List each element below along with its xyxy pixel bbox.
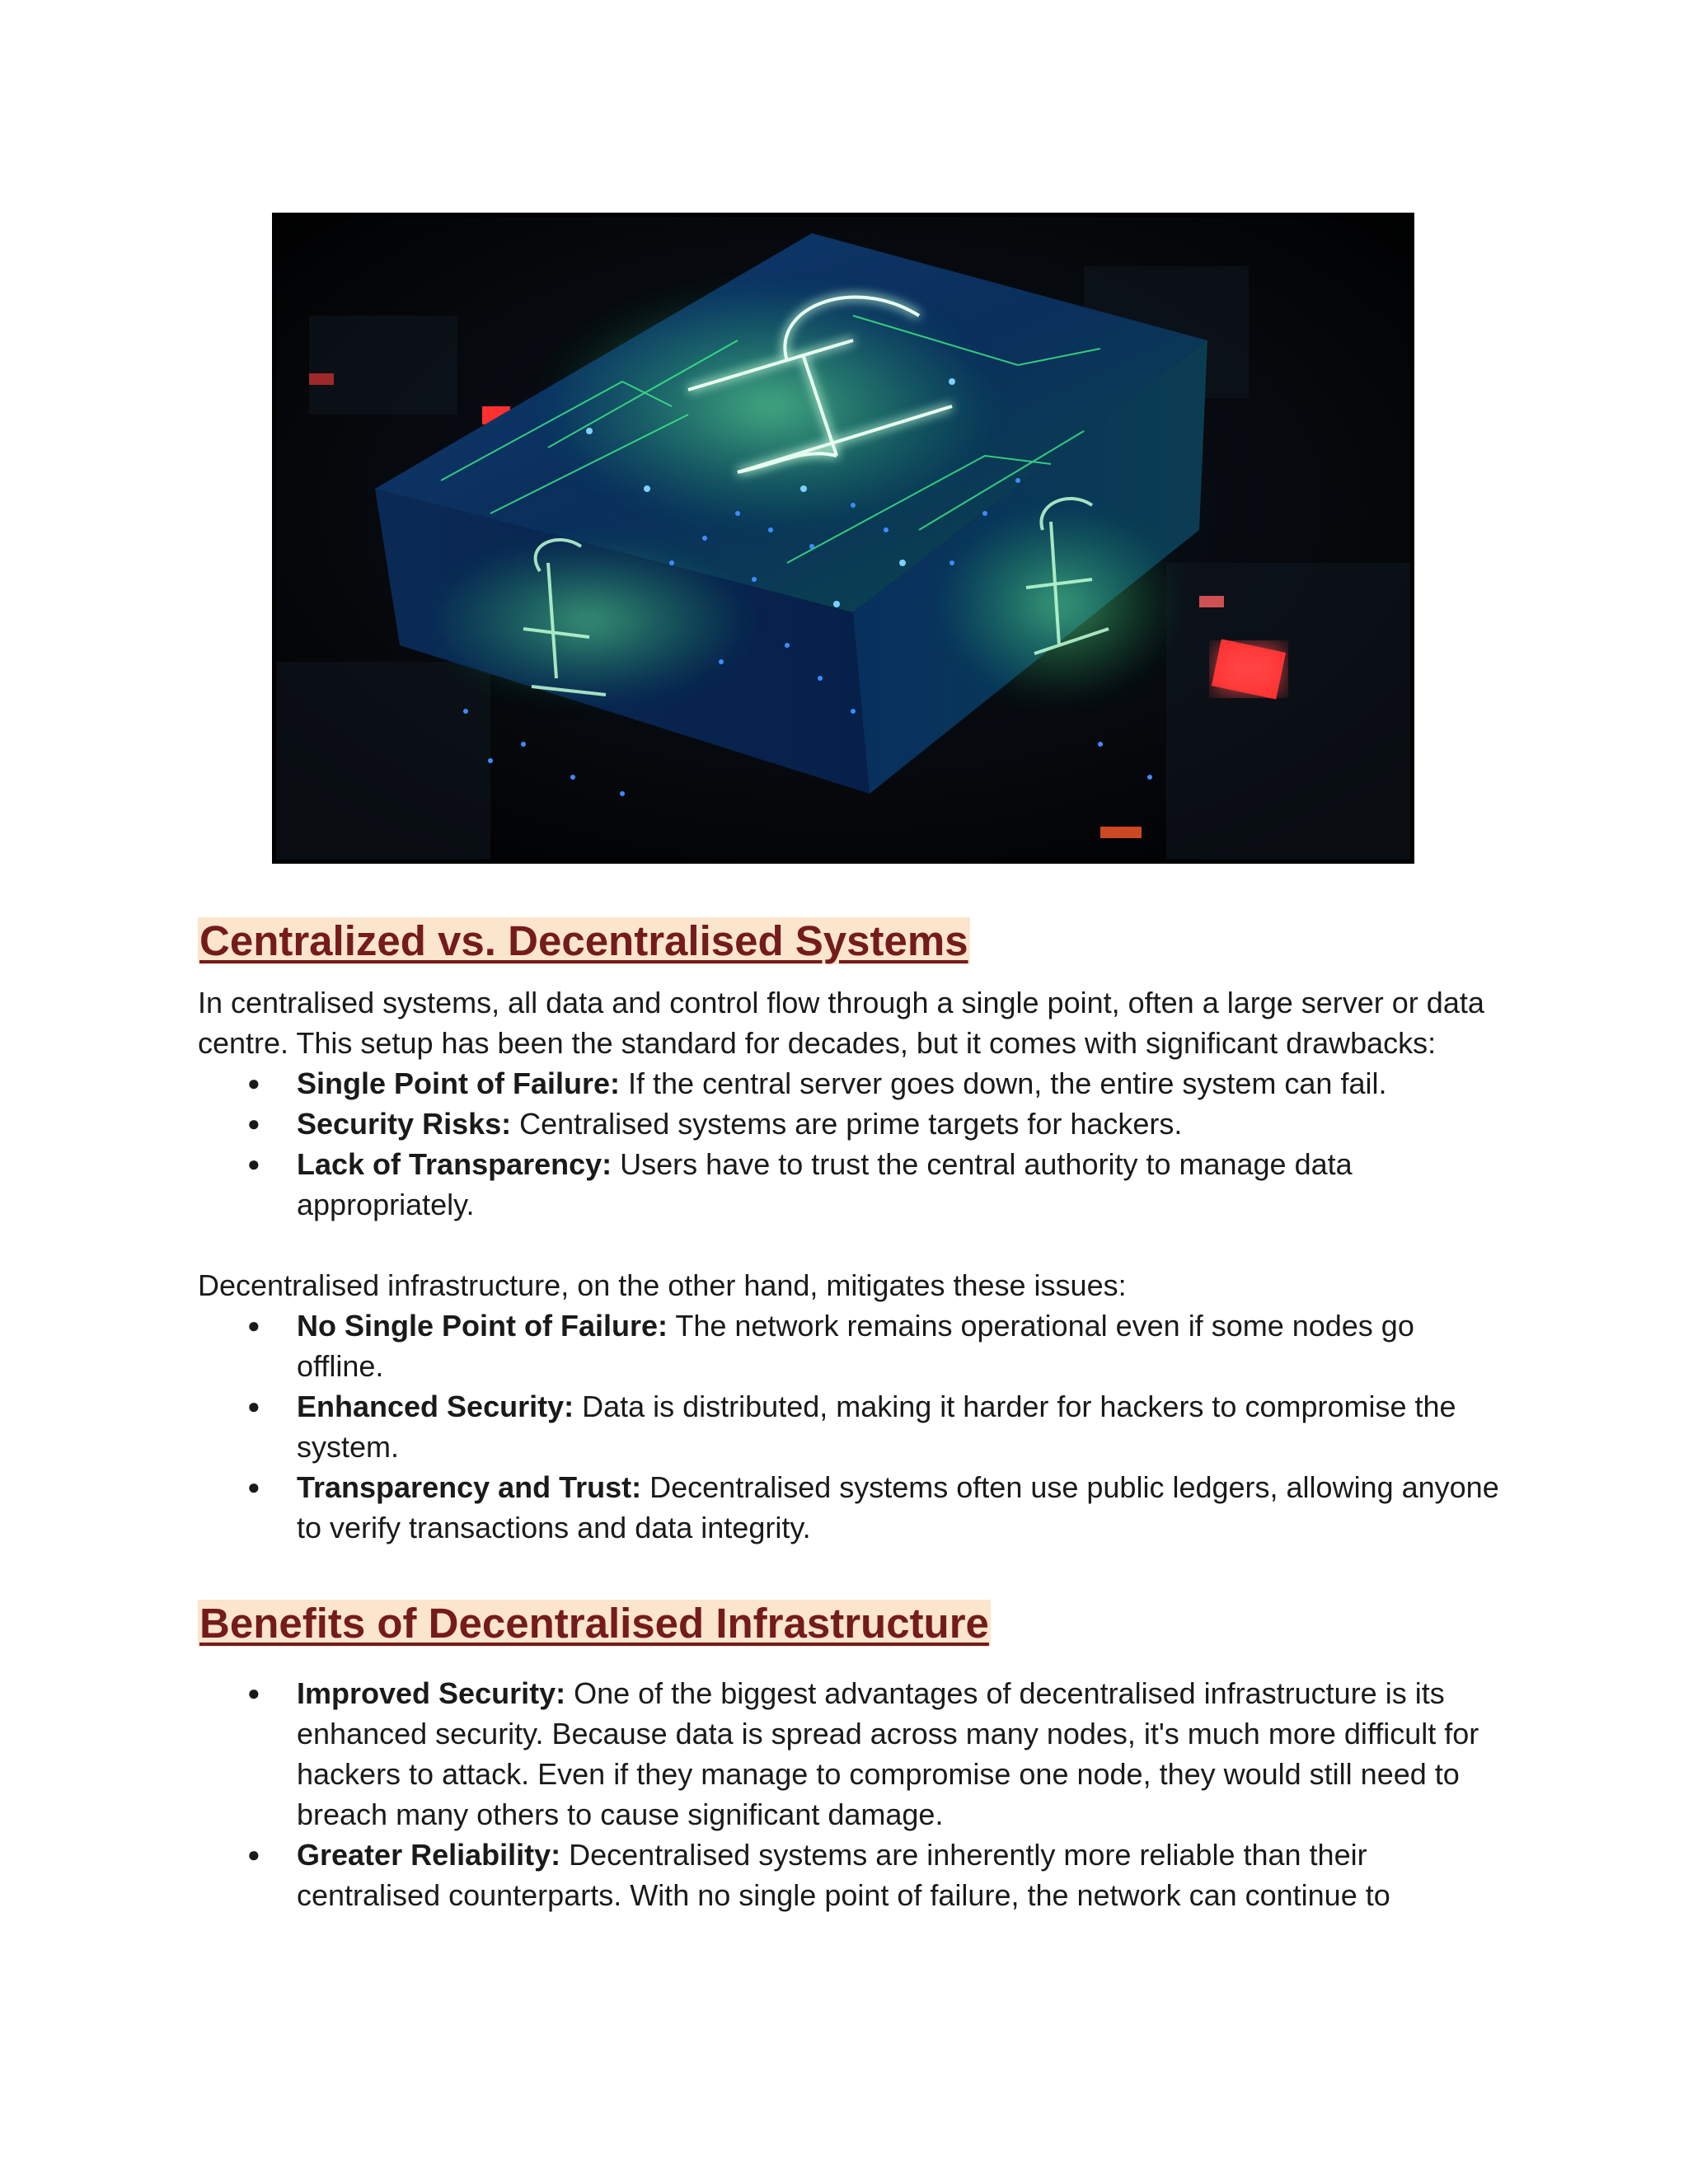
benefits-list — [198, 1673, 1500, 1915]
list-item-term: Greater Reliability: — [297, 1838, 561, 1872]
list-item-text: Decentralised systems are inherently more reliable than their centralised counterparts. With no single point of failure, the network can continue to — [297, 1838, 1390, 1912]
list-item-text: One of the biggest advantages of decentralised infrastructure is its enhanced security. Because data is spread across many nodes, it's much more difficult for hackers to attack. Even if they manage to compromise one node, they would still need to breach many others to cause significant damage. — [297, 1676, 1479, 1831]
article-body — [198, 915, 1500, 1915]
section-heading-centralized-vs-decentralised: Centralized vs. Decentralised Systems — [199, 917, 968, 964]
list-item-term: Lack of Transparency: — [297, 1147, 612, 1181]
list-item-text: If the central server goes down, the entire system can fail. — [620, 1066, 1387, 1100]
list-item — [198, 1305, 1500, 1386]
list-item — [198, 1673, 1500, 1835]
list-item — [198, 1063, 1500, 1104]
list-item-term: Security Risks: — [297, 1107, 512, 1141]
list-item-term: Single Point of Failure: — [297, 1066, 621, 1100]
transition-paragraph: Decentralised infrastructure, on the other hand, mitigates these issues: — [198, 1268, 1127, 1302]
list-item-term: Transparency and Trust: — [297, 1470, 642, 1504]
list-item-term: No Single Point of Failure: — [297, 1309, 668, 1343]
list-item — [198, 1144, 1500, 1225]
list-item — [198, 1467, 1500, 1548]
list-item — [198, 1835, 1500, 1915]
list-item — [198, 1386, 1500, 1467]
section-heading-benefits: Benefits of Decentralised Infrastructure — [199, 1600, 989, 1647]
mitigations-list — [198, 1305, 1500, 1548]
list-item-text: The network remains operational even if some nodes go offline. — [297, 1309, 1414, 1383]
glowing-pound-sign-circuit-cube-icon — [276, 217, 1410, 860]
list-item — [198, 1104, 1500, 1144]
list-item-text: Data is distributed, making it harder for hackers to compromise the system. — [297, 1390, 1456, 1464]
drawbacks-list — [198, 1063, 1500, 1225]
intro-paragraph: In centralised systems, all data and control flow through a single point, often a large server or data centre. This setup has been the standard for decades, but it comes with significant drawbacks: — [198, 986, 1484, 1060]
list-item-term: Enhanced Security: — [297, 1390, 574, 1423]
hero-image — [272, 213, 1414, 864]
list-item-text: Decentralised systems often use public ledgers, allowing anyone to verify transactions and data integrity. — [297, 1470, 1499, 1544]
list-item-term: Improved Security: — [297, 1676, 566, 1710]
list-item-text: Centralised systems are prime targets for hackers. — [511, 1107, 1183, 1141]
list-item-text: Users have to trust the central authority to manage data appropriately. — [297, 1147, 1353, 1221]
